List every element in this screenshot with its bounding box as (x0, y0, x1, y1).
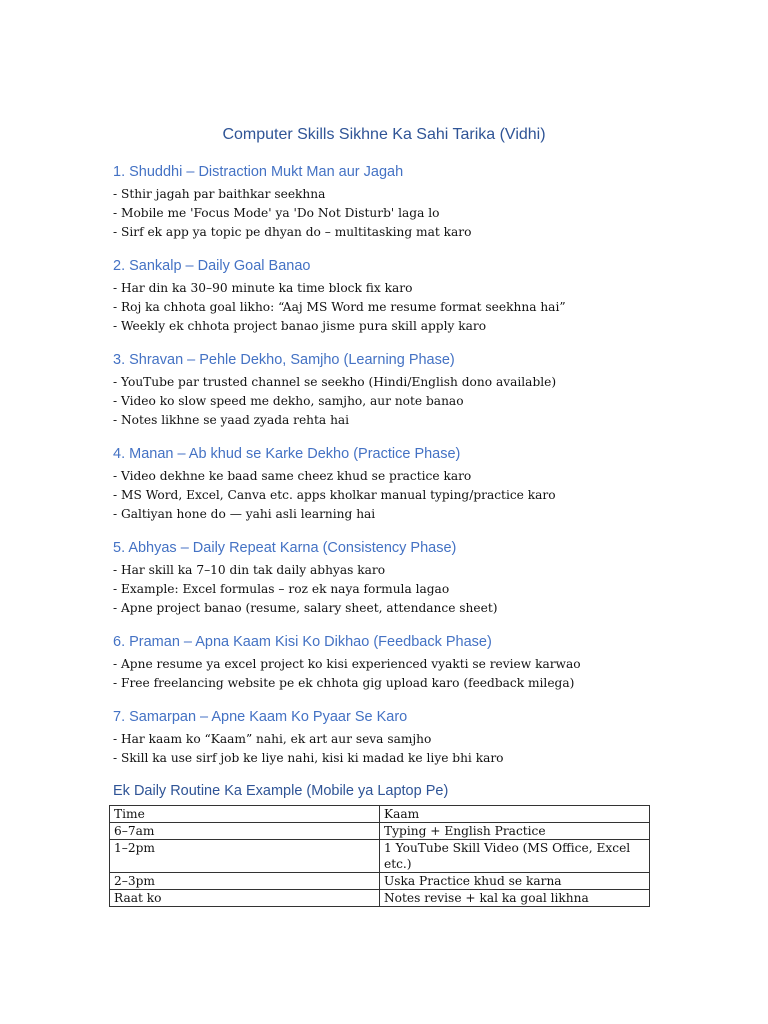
bullet-item: - Apne project banao (resume, salary sheet, attendance sheet) (113, 601, 498, 615)
section-heading: 3. Shravan – Pehle Dekho, Samjho (Learning Phase) (113, 352, 455, 368)
section-abhyas (113, 538, 673, 618)
bullet-item: - Roj ka chhota goal likho: “Aaj MS Word me resume format seekhna hai” (113, 300, 566, 314)
section-sankalp (113, 256, 673, 336)
section-heading: 5. Abhyas – Daily Repeat Karna (Consistency Phase) (113, 540, 457, 556)
bullet-item: - Skill ka use sirf job ke liye nahi, kisi ki madad ke liye bhi karo (113, 751, 504, 765)
section-samarpan (113, 707, 673, 768)
bullet-item: - Weekly ek chhota project banao jisme pura skill apply karo (113, 319, 487, 333)
bullet-item: - Har din ka 30–90 minute ka time block fix karo (113, 281, 413, 295)
section-heading: 4. Manan – Ab khud se Karke Dekho (Practice Phase) (113, 446, 461, 462)
table-cell-kaam: 1 YouTube Skill Video (MS Office, Excel etc.) (380, 840, 650, 873)
bullet-item: - Galtiyan hone do — yahi asli learning hai (113, 507, 376, 521)
table-cell-time: 6–7am (110, 823, 380, 840)
table-cell-kaam: Notes revise + kal ka goal likhna (380, 890, 650, 907)
section-manan (113, 444, 673, 524)
table-cell-kaam: Uska Practice khud se karna (380, 873, 650, 890)
table-cell-time: 1–2pm (110, 840, 380, 873)
column-header-kaam: Kaam (380, 806, 650, 823)
bullet-item: - Notes likhne se yaad zyada rehta hai (113, 413, 350, 427)
bullet-item: - Example: Excel formulas – roz ek naya formula lagao (113, 582, 450, 596)
bullet-item: - Sthir jagah par baithkar seekhna (113, 187, 326, 201)
routine-heading: Ek Daily Routine Ka Example (Mobile ya Laptop Pe) (113, 783, 449, 799)
section-heading: 7. Samarpan – Apne Kaam Ko Pyaar Se Karo (113, 709, 408, 725)
document-title: Computer Skills Sikhne Ka Sahi Tarika (Vidhi) (222, 126, 546, 143)
section-heading: 2. Sankalp – Daily Goal Banao (113, 258, 311, 274)
routine-table (109, 805, 650, 907)
bullet-item: - YouTube par trusted channel se seekho (Hindi/English dono available) (113, 375, 557, 389)
table-row (110, 840, 650, 873)
column-header-time: Time (110, 806, 380, 823)
bullet-item: - Free freelancing website pe ek chhota gig upload karo (feedback milega) (113, 676, 575, 690)
bullet-item: - Video ko slow speed me dekho, samjho, aur note banao (113, 394, 464, 408)
table-row (110, 823, 650, 840)
bullet-item: - Apne resume ya excel project ko kisi experienced vyakti se review karwao (113, 657, 581, 671)
bullet-item: - Video dekhne ke baad same cheez khud se practice karo (113, 469, 472, 483)
section-shravan (113, 350, 673, 430)
section-heading: 1. Shuddhi – Distraction Mukt Man aur Jagah (113, 164, 404, 180)
bullet-item: - MS Word, Excel, Canva etc. apps kholkar manual typing/practice karo (113, 488, 556, 502)
section-heading: 6. Praman – Apna Kaam Kisi Ko Dikhao (Feedback Phase) (113, 634, 492, 650)
table-header-row (110, 806, 650, 823)
table-row (110, 890, 650, 907)
section-praman (113, 632, 673, 693)
bullet-item: - Har kaam ko “Kaam” nahi, ek art aur seva samjho (113, 732, 432, 746)
section-shuddhi (113, 162, 673, 242)
bullet-item: - Har skill ka 7–10 din tak daily abhyas karo (113, 563, 386, 577)
bullet-item: - Sirf ek app ya topic pe dhyan do – multitasking mat karo (113, 225, 472, 239)
table-cell-time: Raat ko (110, 890, 380, 907)
table-cell-kaam: Typing + English Practice (380, 823, 650, 840)
table-row (110, 873, 650, 890)
bullet-item: - Mobile me 'Focus Mode' ya 'Do Not Disturb' laga lo (113, 206, 440, 220)
table-cell-time: 2–3pm (110, 873, 380, 890)
